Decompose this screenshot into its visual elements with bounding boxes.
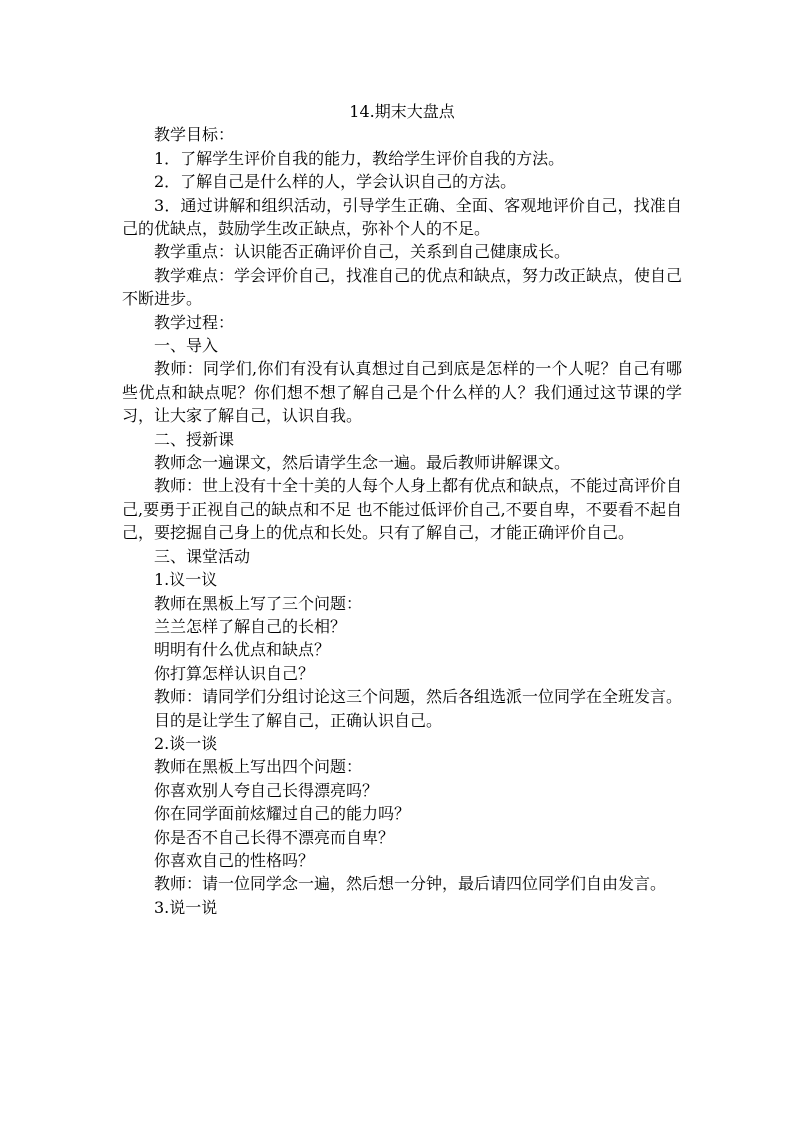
step-heading-new-lesson: 二、授新课: [154, 429, 235, 449]
talk-instruction: 教师：请一位同学念一遍，然后想一分钟，最后请四位同学们自由发言。: [154, 874, 667, 894]
new-lesson-paragraph-1: 教师念一遍课文，然后请学生念一遍。最后教师讲解课文。: [154, 453, 571, 473]
document-body: [122, 100, 682, 919]
key-point: 教学重点：认识能否正确评价自己，关系到自己健康成长。: [154, 242, 571, 262]
step-heading-intro: 一、导入: [154, 336, 219, 356]
activity-heading-talk: 2.谈一谈: [154, 733, 218, 753]
talk-question-4: 你喜欢自己的性格吗？: [154, 850, 315, 870]
talk-question-3: 你是否不自己长得不漂亮而自卑？: [154, 827, 395, 847]
discuss-question-2: 明明有什么优点和缺点？: [154, 640, 331, 660]
section-heading-objectives: 教学目标：: [154, 125, 235, 145]
talk-question-1: 你喜欢别人夸自己长得漂亮吗？: [154, 780, 379, 800]
discuss-intro: 教师在黑板上写了三个问题：: [154, 593, 363, 613]
activity-heading-say: 3.说一说: [154, 897, 218, 917]
discuss-question-3: 你打算怎样认识自己？: [154, 663, 315, 683]
activity-heading-discuss: 1.议一议: [154, 570, 218, 590]
step-heading-activities: 三、课堂活动: [154, 546, 251, 566]
objective-item-1: 1．了解学生评价自我的能力，教给学生评价自我的方法。: [154, 148, 565, 168]
discuss-question-1: 兰兰怎样了解自己的长相？: [154, 616, 347, 636]
discuss-instruction: 教师：请同学们分组讨论这三个问题，然后各组选派一位同学在全班发言。: [154, 687, 683, 707]
document-title: 14.期末大盘点: [349, 102, 455, 121]
intro-paragraph: 教师：同学们,你们有没有认真想过自己到底是怎样的一个人呢？自己有哪些优点和缺点呢？你们想不想了解自己是个什么样的人？我们通过这节课的学习，让大家了解自己，认识自我。: [122, 359, 682, 426]
section-heading-process: 教学过程：: [154, 312, 235, 332]
new-lesson-paragraph-2: 教师：世上没有十全十美的人每个人身上都有优点和缺点，不能过高评价自己,要勇于正视自己的缺点和不足 也不能过低评价自己,不要自卑，不要看不起自己，要挖掘自己身上的优点和长处。只有了解自己，才能正确评价自己。: [122, 476, 683, 543]
objective-item-2: 2．了解自己是什么样的人，学会认识自己的方法。: [154, 172, 517, 192]
objective-item-3: 3．通过讲解和组织活动，引导学生正确、全面、客观地评价自己，找准自己的优缺点，鼓励学生改正缺点，弥补个人的不足。: [122, 195, 682, 239]
discuss-purpose: 目的是让学生了解自己，正确认识自己。: [154, 710, 443, 730]
talk-intro: 教师在黑板上写出四个问题：: [154, 757, 363, 777]
difficult-point: 教学难点：学会评价自己，找准自己的优点和缺点，努力改正缺点，使自己不断进步。: [122, 265, 683, 309]
talk-question-2: 你在同学面前炫耀过自己的能力吗？: [154, 804, 411, 824]
